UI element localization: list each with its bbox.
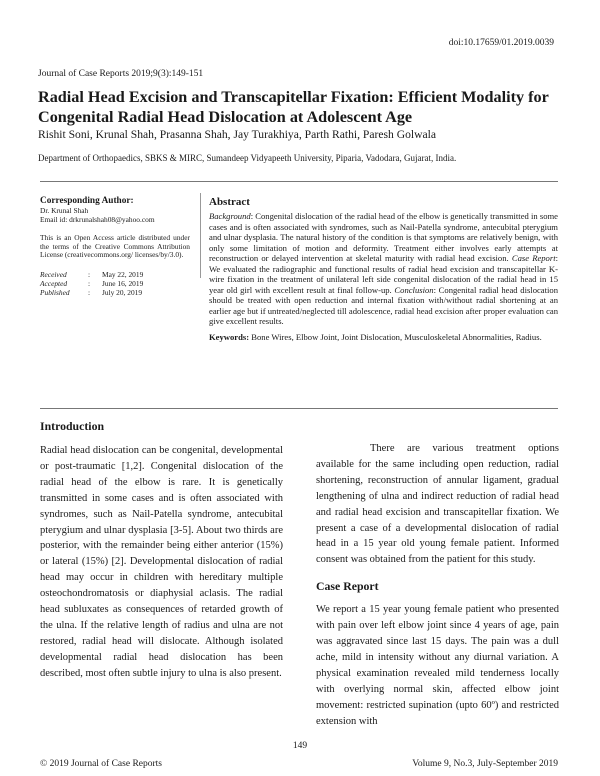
affiliation: Department of Orthopaedics, SBKS & MIRC, Sumandeep Vidyapeeth University, Piparia, Vadodara, Gujarat, India. xyxy=(38,153,457,163)
date-row-published: Published : July 20, 2019 xyxy=(40,288,143,298)
sidebar-divider xyxy=(200,193,201,278)
corresponding-author-heading: Corresponding Author: xyxy=(40,196,134,206)
abstract xyxy=(209,196,558,342)
date-row-received: Received : May 22, 2019 xyxy=(40,269,144,279)
case-label: Case Report xyxy=(511,253,556,263)
article-info-sidebar xyxy=(40,196,190,298)
footer-copyright: © 2019 Journal of Case Reports xyxy=(40,759,162,769)
case-text: : We evaluated the radiographic and functional results of radial head excision and transcapitellar K-wire fixation in the treatment of unilateral left side congenital dislocation of the radial head in 15 year old girl with excellent result at final follow-up. xyxy=(209,253,558,295)
background-label: Background xyxy=(209,211,251,221)
abstract-heading: Abstract xyxy=(209,196,250,208)
corresponding-author-email: Email id: drkrunalshah08@yahoo.com xyxy=(40,214,155,224)
introduction-heading: Introduction xyxy=(40,419,105,433)
conclusion-label: Conclusion xyxy=(394,284,434,295)
corresponding-author-name: Dr. Krunal Shah xyxy=(40,206,89,215)
keywords xyxy=(209,332,558,343)
introduction-paragraph-2: There are various treatment options available for the same including open reduction, radial shortening, reconstruction of annular ligament, gradual lengthening of ulna and indirect reduction of radial head and radial head excision and transcapitellar fixation. We present a case of a developmental dislocation of radial head in a 15 year old young female patient. Informed consent was obtained from the patient for this study. xyxy=(316,443,559,566)
abstract-divider xyxy=(40,408,558,409)
background-text: : Congenital dislocation of the radial head of the elbow is genetically transmitted in some cases and is often associated with syndromes, such as Nail-Patella syndrome, antecubital pterygium and ulnar dysplasia. The natural history of the condition is that symptoms are relatively benign, with only some limitation of motion and deformity. Treatment either involves early attempts at reconstruction or delayed intervention at skeletal maturity with radial head excision. xyxy=(209,211,558,263)
license-text: This is an Open Access article distributed under the terms of the Creative Commons Attribution License (creativecommons.org/ licenses/by/3.0). xyxy=(40,233,190,260)
column-left xyxy=(40,419,283,682)
column-right xyxy=(316,441,559,730)
footer-volume: Volume 9, No.3, July-September 2019 xyxy=(412,759,558,769)
author-list: Rishit Soni, Krunal Shah, Prasanna Shah, Jay Turakhiya, Parth Rathi, Paresh Golwala xyxy=(38,128,437,141)
abstract-text xyxy=(209,211,558,327)
page-number: 149 xyxy=(292,741,308,751)
article-title: Radial Head Excision and Transcapitellar Fixation: Efficient Modality for Congenital Radial Head Dislocation at Adolescent Age xyxy=(38,88,549,126)
keywords-text: Bone Wires, Elbow Joint, Joint Dislocation, Musculoskeletal Abnormalities, Radius. xyxy=(249,331,542,342)
doi: doi:10.17659/01.2019.0039 xyxy=(448,38,554,48)
journal-reference: Journal of Case Reports 2019;9(3):149-151 xyxy=(38,69,204,79)
date-row-accepted: Accepted : June 16, 2019 xyxy=(40,279,144,289)
case-report-heading: Case Report xyxy=(316,579,379,594)
conclusion-text: : Congenital radial head dislocation should be treated with open reduction and internal fixation with/without radial shortening at an earlier age but if untreated/neglected till adolescence, radial head excision after proper evaluation can give excellent results. xyxy=(209,284,558,326)
introduction-paragraph-1: Radial head dislocation can be congenital, developmental or post-traumatic [1,2]. Congenital dislocation of the radial head of the elbow is rare. It is genetically transmitted in some cases and is often associated with syndromes, such as Nail-Patella syndrome, antecubital pterygium and ulnar dysplasia [3-5]. About two thirds are posterior, with the remainder being either anterior (15%) or lateral (15%) [2]. Developmental dislocation of radial head may occur in children with hereditary multiple osteochondromatosis or diaphysial aclasis. The radial head subluxates as consequences of retarded growth of the ulna. If the relative length of radius and ulna are not restored, radial head will dislocate. Although isolated developmental radial head dislocation has been described, most often subtle injury to ulna is also present. xyxy=(40,445,283,679)
article-dates xyxy=(40,270,143,298)
keywords-label: Keywords: xyxy=(209,331,250,342)
case-report-paragraph-1: We report a 15 year young female patient who presented with pain over left elbow joint since 4 years of age, pain was aggravated since last 15 days. The pain was a dull ache, mild in intensity without any diurnal variation. A physical examination revealed mild tenderness locally with overlying normal skin, affected elbow joint movement: restricted supination (upto 60º) and restricted extension with xyxy=(316,604,559,727)
top-divider xyxy=(40,181,558,182)
